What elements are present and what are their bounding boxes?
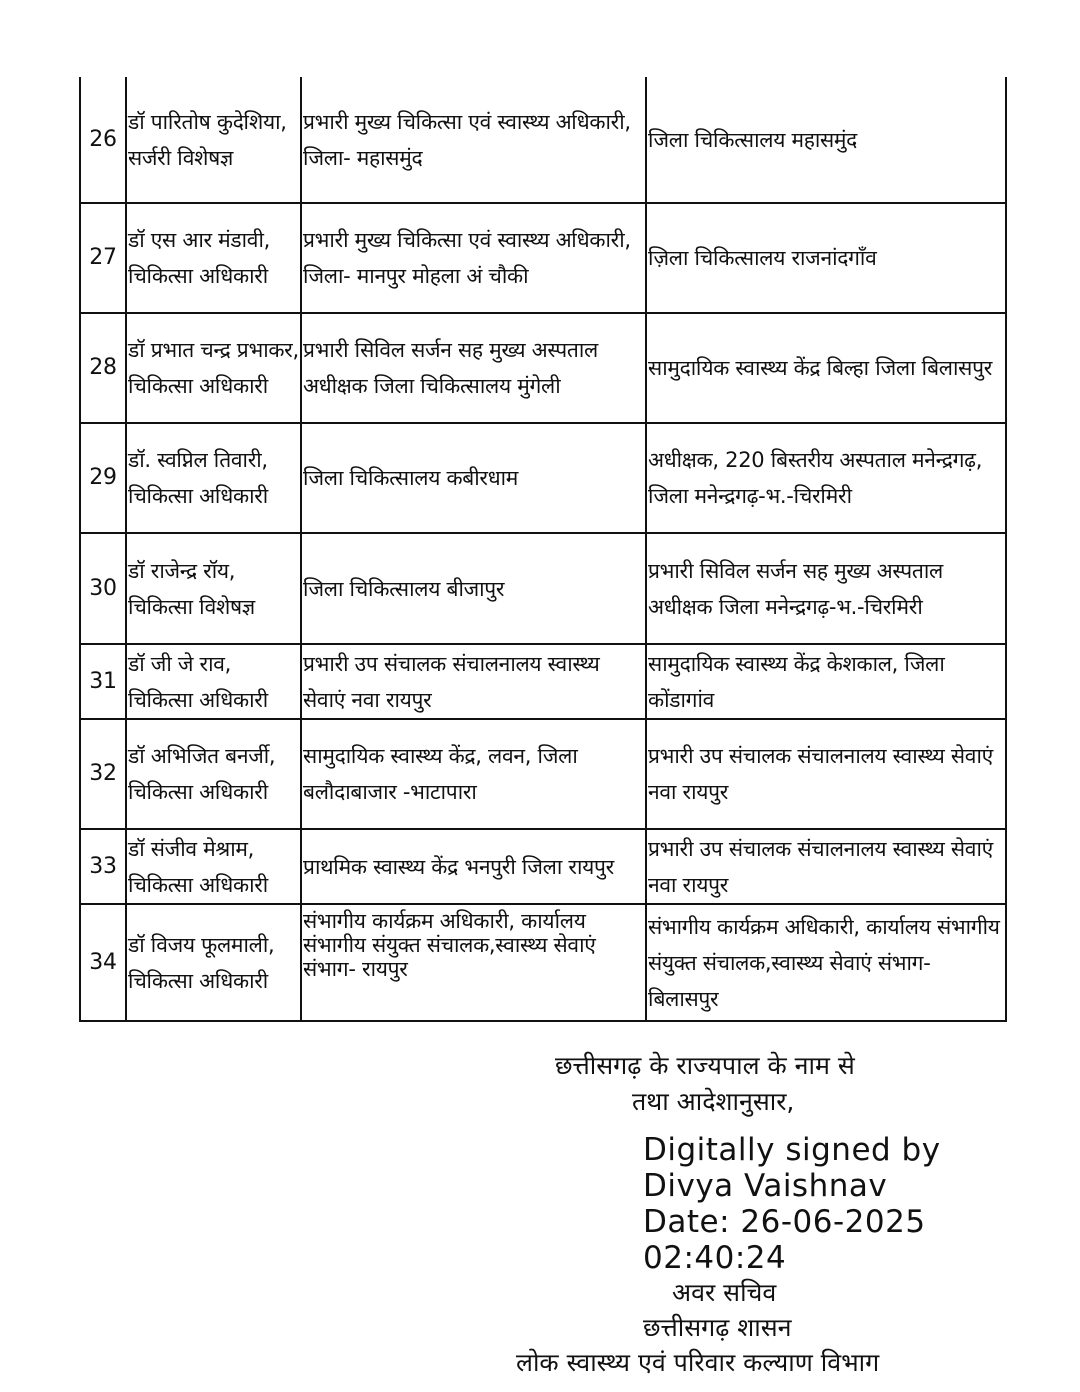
serial-number: 34 — [80, 904, 126, 1021]
serial-number: 30 — [80, 533, 126, 644]
new-posting: प्रभारी उप संचालक संचालनालय स्वास्थ्य सेवाएं नवा रायपुर — [646, 719, 1006, 829]
serial-number: 31 — [80, 644, 126, 719]
table-row — [80, 313, 1006, 423]
signature-time: 02:40:24 — [643, 1240, 787, 1276]
department-name: लोक स्वास्थ्य एवं परिवार कल्याण विभाग — [516, 1348, 880, 1377]
table-row — [80, 904, 1006, 1021]
serial-number: 26 — [80, 77, 126, 203]
serial-number: 29 — [80, 423, 126, 533]
current-posting: प्रभारी मुख्य चिकित्सा एवं स्वास्थ्य अधिकारी, जिला- मानपुर मोहला अं चौकी — [301, 203, 646, 313]
serial-number: 28 — [80, 313, 126, 423]
table-row — [80, 644, 1006, 719]
current-posting: सामुदायिक स्वास्थ्य केंद्र, लवन, जिला बलौदाबाजार -भाटापारा — [301, 719, 646, 829]
designation: अवर सचिव — [672, 1278, 777, 1307]
new-posting: जिला चिकित्सालय महासमुंद — [646, 77, 1006, 203]
table-row — [80, 829, 1006, 904]
officer-name: डॉ एस आर मंडावी, चिकित्सा अधिकारी — [126, 203, 301, 313]
digital-signature-block — [643, 1132, 941, 1276]
officer-name: डॉ प्रभात चन्द्र प्रभाकर, चिकित्सा अधिकारी — [126, 313, 301, 423]
officer-name: डॉ विजय फूलमाली, चिकित्सा अधिकारी — [126, 904, 301, 1021]
new-posting: सामुदायिक स्वास्थ्य केंद्र केशकाल, जिला कोंडागांव — [646, 644, 1006, 719]
table-row — [80, 423, 1006, 533]
officer-name: डॉ संजीव मेश्राम, चिकित्सा अधिकारी — [126, 829, 301, 904]
current-posting: प्रभारी सिविल सर्जन सह मुख्य अस्पताल अधीक्षक जिला चिकित्सालय मुंगेली — [301, 313, 646, 423]
table-row — [80, 203, 1006, 313]
new-posting: प्रभारी उप संचालक संचालनालय स्वास्थ्य सेवाएं नवा रायपुर — [646, 829, 1006, 904]
table-row — [80, 719, 1006, 829]
current-posting: जिला चिकित्सालय कबीरधाम — [301, 423, 646, 533]
signature-date: Date: 26-06-2025 — [643, 1204, 926, 1240]
officer-name: डॉ पारितोष कुदेशिया, सर्जरी विशेषज्ञ — [126, 77, 301, 203]
new-posting: प्रभारी सिविल सर्जन सह मुख्य अस्पताल अधीक्षक जिला मनेन्द्रगढ़-भ.-चिरमिरी — [646, 533, 1006, 644]
table-row — [80, 533, 1006, 644]
current-posting: जिला चिकित्सालय बीजापुर — [301, 533, 646, 644]
signer-name: Divya Vaishnav — [643, 1168, 888, 1204]
new-posting: संभागीय कार्यक्रम अधिकारी, कार्यालय संभागीय संयुक्त संचालक,स्वास्थ्य सेवाएं संभाग- बिलासपुर — [646, 904, 1006, 1021]
transfer-table — [79, 77, 1007, 1022]
officer-name: डॉ अभिजित बनर्जी, चिकित्सा अधिकारी — [126, 719, 301, 829]
government-name: छत्तीसगढ़ शासन — [643, 1313, 792, 1342]
officer-name: डॉ जी जे राव, चिकित्सा अधिकारी — [126, 644, 301, 719]
current-posting: प्राथमिक स्वास्थ्य केंद्र भनपुरी जिला रायपुर — [301, 829, 646, 904]
current-posting: प्रभारी मुख्य चिकित्सा एवं स्वास्थ्य अधिकारी, जिला- महासमुंद — [301, 77, 646, 203]
current-posting: प्रभारी उप संचालक संचालनालय स्वास्थ्य सेवाएं नवा रायपुर — [301, 644, 646, 719]
order-line-2: तथा आदेशानुसार, — [632, 1087, 795, 1116]
new-posting: सामुदायिक स्वास्थ्य केंद्र बिल्हा जिला बिलासपुर — [646, 313, 1006, 423]
officer-name: डॉ. स्वप्निल तिवारी, चिकित्सा अधिकारी — [126, 423, 301, 533]
new-posting: ज़िला चिकित्सालय राजनांदगाँव — [646, 203, 1006, 313]
serial-number: 27 — [80, 203, 126, 313]
officer-name: डॉ राजेन्द्र रॉय, चिकित्सा विशेषज्ञ — [126, 533, 301, 644]
serial-number: 32 — [80, 719, 126, 829]
new-posting: अधीक्षक, 220 बिस्तरीय अस्पताल मनेन्द्रगढ़, जिला मनेन्द्रगढ़-भ.-चिरमिरी — [646, 423, 1006, 533]
signature-line-1: Digitally signed by — [643, 1132, 941, 1168]
table-row — [80, 77, 1006, 203]
current-posting: संभागीय कार्यक्रम अधिकारी, कार्यालय संभागीय संयुक्त संचालक,स्वास्थ्य सेवाएं संभाग- रायपुर — [301, 904, 646, 1021]
serial-number: 33 — [80, 829, 126, 904]
order-line-1: छत्तीसगढ़ के राज्यपाल के नाम से — [555, 1051, 855, 1080]
